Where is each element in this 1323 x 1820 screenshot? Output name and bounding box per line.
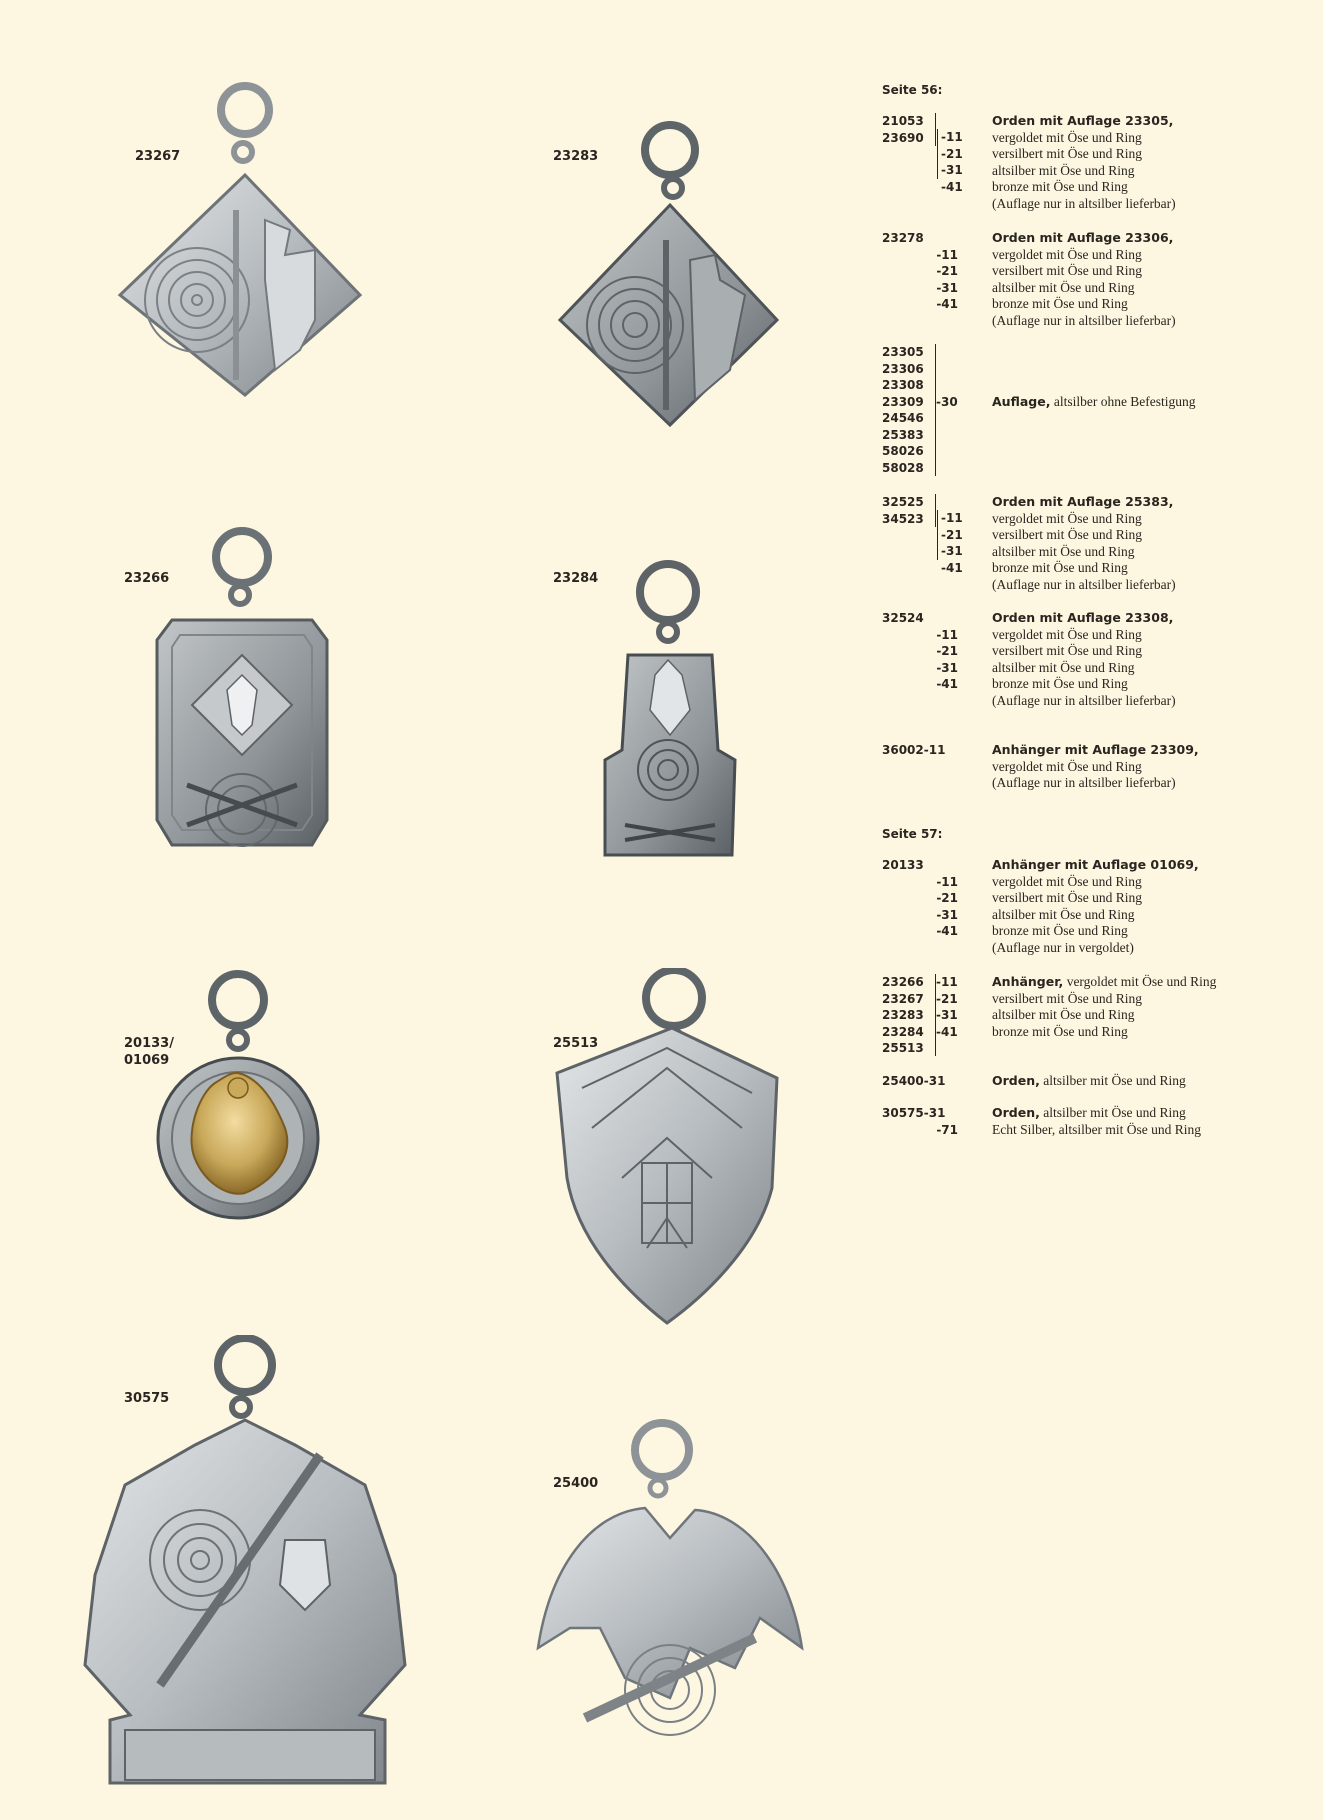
variant: -21 (936, 891, 958, 905)
entry-codes (882, 742, 982, 759)
code: 23284 (882, 1024, 924, 1039)
variant: -21 (941, 146, 963, 161)
code: 21053 (882, 114, 924, 128)
entry-description (992, 113, 1302, 212)
variant: -41 (941, 179, 963, 194)
entry-line: vergoldet mit Öse und Ring (1063, 974, 1217, 989)
entry-line: versilbert mit Öse und Ring (992, 263, 1142, 278)
entry-line: versilbert mit Öse und Ring (992, 643, 1142, 658)
entry-description (992, 974, 1302, 1040)
code: 23306 (882, 361, 924, 376)
entry-title: Orden mit Auflage 25383, (992, 494, 1174, 509)
entry-line: vergoldet mit Öse und Ring (992, 129, 1142, 145)
variant: -31 (936, 660, 958, 675)
section-heading-seite-56: Seite 56: (882, 83, 943, 97)
entry-codes (882, 344, 936, 476)
entry-line: bronze mit Öse und Ring (992, 676, 1128, 691)
code: 25400-31 (882, 1074, 946, 1088)
entry-line: versilbert mit Öse und Ring (992, 990, 1142, 1006)
entry-line: bronze mit Öse und Ring (992, 1023, 1128, 1039)
medal-23266-image (152, 525, 332, 855)
code: 23267 (882, 991, 924, 1006)
variant: -11 (936, 874, 958, 889)
entry-line: altsilber mit Öse und Ring (1039, 1073, 1186, 1088)
code: 25383 (882, 427, 924, 442)
entry-line: altsilber mit Öse und Ring (992, 162, 1135, 178)
entry-line: vergoldet mit Öse und Ring (992, 246, 1142, 262)
variant: -21 (936, 644, 958, 658)
entry-line: vergoldet mit Öse und Ring (992, 510, 1142, 526)
entry-codes (882, 494, 936, 527)
entry-line: altsilber mit Öse und Ring (992, 543, 1135, 559)
code: 23305 (882, 345, 924, 359)
code: 23283 (882, 1008, 924, 1022)
code: 58026 (882, 444, 924, 458)
entry-title: Orden mit Auflage 23305, (992, 113, 1174, 128)
medal-label-01069: 01069 (124, 1053, 170, 1068)
medal-20133-image (155, 968, 325, 1228)
entry-description (992, 230, 1302, 329)
entry-line: altsilber mit Öse und Ring (992, 279, 1135, 295)
variant: -11 (941, 511, 963, 525)
variant: -21 (936, 264, 958, 278)
entry-codes (882, 1073, 982, 1090)
entry-variants (936, 974, 974, 1040)
medal-label-23267: 23267 (135, 149, 181, 164)
code: 20133 (882, 858, 924, 872)
entry-codes (882, 230, 932, 247)
medal-23284-image (600, 560, 740, 860)
entry-variants (898, 874, 958, 940)
entry-line: (Auflage nur in altsilber lieferbar) (992, 312, 1176, 328)
code: 58028 (882, 460, 924, 475)
entry-codes (882, 610, 932, 627)
code: 23278 (882, 231, 924, 245)
variant: -41 (936, 297, 958, 311)
entry-line: (Auflage nur in altsilber lieferbar) (992, 775, 1176, 790)
medal-label-23283: 23283 (553, 149, 599, 164)
entry-description (992, 610, 1302, 709)
code: 32525 (882, 495, 924, 509)
entry-line: altsilber mit Öse und Ring (1039, 1105, 1186, 1120)
entry-title: Orden, (992, 1105, 1040, 1120)
medal-label-20133: 20133/ (124, 1036, 174, 1051)
variant: -30 (936, 394, 958, 409)
variant: -31 (936, 907, 958, 922)
medal-23283-image (555, 120, 785, 430)
code: 23309 (882, 394, 924, 409)
variant: -21 (936, 991, 958, 1006)
medal-30575-image (75, 1335, 415, 1785)
entry-line: versilbert mit Öse und Ring (992, 527, 1142, 542)
medal-label-23266: 23266 (124, 571, 170, 586)
entry-title: Auflage, (992, 393, 1051, 409)
entry-line: (Auflage nur in altsilber lieferbar) (992, 692, 1176, 708)
entry-line: altsilber ohne Befestigung (1050, 393, 1196, 409)
entry-variants (937, 129, 979, 194)
medal-23267-image (115, 80, 375, 400)
entry-line: vergoldet mit Öse und Ring (992, 758, 1142, 774)
medal-label-23284: 23284 (553, 571, 599, 586)
variant: -21 (941, 527, 963, 542)
entry-line: vergoldet mit Öse und Ring (992, 873, 1142, 889)
variant: -11 (936, 247, 958, 262)
medal-25513-image (552, 968, 782, 1328)
entry-codes (882, 974, 936, 1056)
entry-line: altsilber mit Öse und Ring (992, 659, 1135, 675)
entry-title: Orden mit Auflage 23308, (992, 610, 1174, 625)
entry-title: Orden, (992, 1073, 1040, 1088)
entry-line: bronze mit Öse und Ring (992, 179, 1128, 194)
entry-line: Echt Silber, altsilber mit Öse und Ring (992, 1121, 1202, 1137)
entry-variants (898, 627, 958, 693)
medal-label-30575: 30575 (124, 1391, 170, 1406)
entry-description (992, 857, 1302, 956)
variant: -41 (936, 924, 958, 938)
entry-variants (936, 394, 974, 411)
entry-line: versilbert mit Öse und Ring (992, 890, 1142, 905)
entry-description (992, 1073, 1302, 1090)
code: 32524 (882, 611, 924, 625)
variant: -41 (936, 677, 958, 691)
entry-line: (Auflage nur in altsilber lieferbar) (992, 576, 1176, 592)
entry-variants (937, 510, 979, 575)
entry-title: Anhänger mit Auflage 01069, (992, 857, 1199, 872)
entry-title: Anhänger, (992, 974, 1064, 989)
code: 23308 (882, 378, 924, 392)
code: 24546 (882, 411, 924, 425)
section-heading-seite-57: Seite 57: (882, 827, 943, 841)
variant: -41 (941, 560, 963, 575)
code: 25513 (882, 1041, 924, 1055)
entry-line: (Auflage nur in altsilber lieferbar) (992, 195, 1176, 211)
code: 30575-31 (882, 1106, 946, 1120)
variant: -41 (936, 1024, 958, 1039)
variant: -71 (936, 1122, 958, 1137)
entry-line: altsilber mit Öse und Ring (992, 906, 1135, 922)
medal-label-25400: 25400 (553, 1476, 599, 1491)
entry-description (992, 494, 1302, 593)
entry-line: bronze mit Öse und Ring (992, 296, 1128, 311)
variant: -11 (941, 130, 963, 144)
entry-title: Anhänger mit Auflage 23309, (992, 742, 1199, 757)
code: 34523 (882, 511, 924, 526)
entry-line: bronze mit Öse und Ring (992, 923, 1128, 938)
entry-codes (882, 1105, 982, 1122)
variant: -11 (936, 975, 958, 989)
entry-description (992, 394, 1302, 411)
entry-variants (898, 247, 958, 313)
variant: -31 (941, 163, 963, 177)
entry-codes (882, 857, 932, 874)
entry-line: (Auflage nur in vergoldet) (992, 939, 1134, 955)
entry-line: versilbert mit Öse und Ring (992, 146, 1142, 161)
entry-line: altsilber mit Öse und Ring (992, 1007, 1135, 1022)
code: 23690 (882, 130, 924, 145)
entry-variants (898, 1122, 958, 1139)
code: 36002-11 (882, 743, 946, 757)
variant: -11 (936, 627, 958, 642)
entry-title: Orden mit Auflage 23306, (992, 230, 1174, 245)
entry-codes (882, 113, 936, 146)
code: 23266 (882, 975, 924, 989)
entry-line: bronze mit Öse und Ring (992, 560, 1128, 575)
entry-line: vergoldet mit Öse und Ring (992, 626, 1142, 642)
variant: -31 (936, 280, 958, 295)
variant: -31 (936, 1008, 958, 1022)
entry-description (992, 1105, 1302, 1138)
variant: -31 (941, 544, 963, 558)
medal-25400-image (530, 1418, 810, 1748)
medal-label-25513: 25513 (553, 1036, 599, 1051)
entry-description (992, 742, 1302, 792)
